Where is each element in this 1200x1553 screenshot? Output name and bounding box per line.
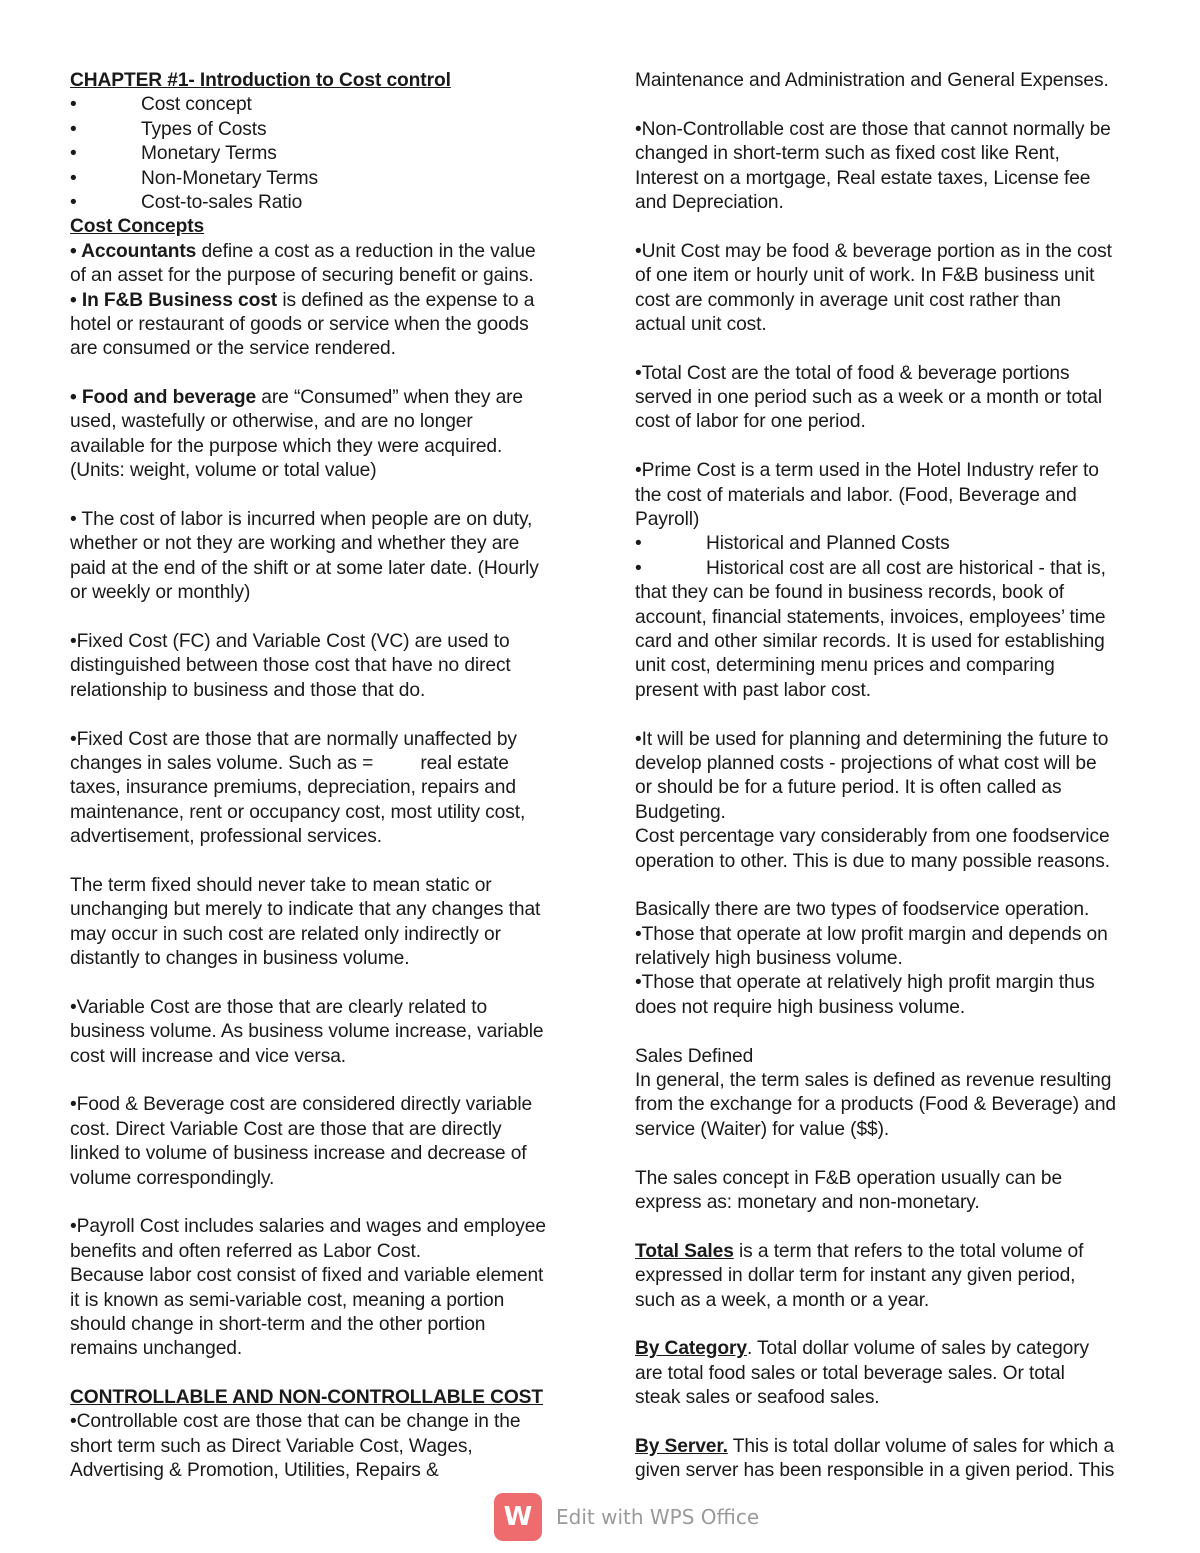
- paragraph-line: •Non-Controllable cost are those that cannot normally be: [635, 118, 1111, 140]
- toc-item: • Monetary Terms: [70, 143, 277, 165]
- paragraph-line: and Depreciation.: [635, 191, 784, 213]
- paragraph-line: taxes, insurance premiums, depreciation, repairs and: [70, 777, 516, 799]
- paragraph-line: actual unit cost.: [635, 313, 767, 335]
- paragraph-line: •It will be used for planning and determining the future to: [635, 728, 1109, 750]
- toc-item: • Types of Costs: [70, 118, 267, 140]
- paragraph-line: Budgeting.: [635, 801, 726, 823]
- controllable-heading: CONTROLLABLE AND NON-CONTROLLABLE COST: [70, 1387, 544, 1409]
- paragraph-line: cost are commonly in average unit cost rather than: [635, 289, 1061, 311]
- sales-defined-heading: Sales Defined: [635, 1045, 754, 1067]
- paragraph-line: available for the purpose which they were acquired.: [70, 435, 503, 457]
- history-bullet: • Historical cost are all cost are historical - that is,: [635, 557, 1106, 579]
- paragraph-line: cost of labor for one period.: [635, 411, 866, 433]
- paragraph-line: distantly to changes in business volume.: [70, 948, 410, 970]
- paragraph-line: such as a week, a month or a year.: [635, 1289, 930, 1311]
- chapter-title: CHAPTER #1- Introduction to Cost control: [70, 70, 451, 91]
- paragraph-line: express as: monetary and non-monetary.: [635, 1191, 980, 1213]
- paragraph-line: •Prime Cost is a term used in the Hotel Industry refer to: [635, 460, 1099, 482]
- paragraph-line: •Fixed Cost (FC) and Variable Cost (VC) are used to: [70, 630, 510, 652]
- fb-business-line: • In F&B Business cost is defined as the expense to a: [70, 289, 535, 311]
- paragraph-line: Cost percentage vary considerably from one foodservice: [635, 826, 1110, 848]
- cost-concepts-heading: Cost Concepts: [70, 216, 205, 238]
- paragraph-line: Maintenance and Administration and General Expenses.: [635, 70, 1109, 91]
- paragraph-line: from the exchange for a products (Food & Beverage) and: [635, 1094, 1116, 1116]
- paragraph-line: Interest on a mortgage, Real estate taxes, License fee: [635, 167, 1091, 189]
- paragraph-line: should change in short-term and the other portion: [70, 1313, 486, 1335]
- paragraph-line: •Those that operate at relatively high profit margin thus: [635, 972, 1095, 994]
- paragraph-line: relationship to business and those that do.: [70, 679, 426, 701]
- paragraph-line: present with past labor cost.: [635, 679, 871, 701]
- paragraph-line: •Those that operate at low profit margin and depends on: [635, 923, 1108, 945]
- toc-item: • Cost-to-sales Ratio: [70, 191, 303, 213]
- paragraph-line: Basically there are two types of foodservice operation.: [635, 899, 1090, 921]
- paragraph-line: used, wastefully or otherwise, and are no longer: [70, 411, 473, 433]
- paragraph-line: cost will increase and vice versa.: [70, 1045, 346, 1067]
- paragraph-line: operation to other. This is due to many possible reasons.: [635, 850, 1110, 872]
- paragraph-line: advertisement, professional services.: [70, 826, 382, 848]
- paragraph-line: given server has been responsible in a given period. This: [635, 1460, 1115, 1482]
- paragraph-line: or should be for a future period. It is often called as: [635, 777, 1062, 799]
- total-sales-line: Total Sales is a term that refers to the total volume of: [635, 1240, 1084, 1262]
- paragraph-line: unit cost, determining menu prices and comparing: [635, 655, 1055, 677]
- paragraph-line: relatively high business volume.: [635, 948, 903, 970]
- paragraph-line: may occur in such cost are related only indirectly or: [70, 923, 501, 945]
- right-column: [635, 69, 1135, 1484]
- wps-logo-icon[interactable]: W: [494, 1493, 542, 1541]
- paragraph-line: changed in short-term such as fixed cost like Rent,: [635, 143, 1060, 165]
- paragraph-line: develop planned costs - projections of what cost will be: [635, 752, 1097, 774]
- paragraph-line: whether or not they are working and whether they are: [70, 533, 520, 555]
- toc-item: • Non-Monetary Terms: [70, 167, 318, 189]
- paragraph-line: business volume. As business volume increase, variable: [70, 1021, 544, 1043]
- paragraph-line: it is known as semi-variable cost, meaning a portion: [70, 1289, 505, 1311]
- paragraph-line: cost. Direct Variable Cost are those that are directly: [70, 1118, 502, 1140]
- paragraph-line: distinguished between those cost that have no direct: [70, 655, 511, 677]
- paragraph-line: hotel or restaurant of goods or service when the goods: [70, 313, 529, 335]
- paragraph-line: short term such as Direct Variable Cost, Wages,: [70, 1435, 473, 1457]
- paragraph-line: Because labor cost consist of fixed and variable element: [70, 1265, 544, 1287]
- paragraph-line: expressed in dollar term for instant any given period,: [635, 1265, 1076, 1287]
- paragraph-line: served in one period such as a week or a month or total: [635, 387, 1102, 409]
- paragraph-line: •Food & Beverage cost are considered directly variable: [70, 1094, 533, 1116]
- paragraph-line: benefits and often referred as Labor Cost.: [70, 1240, 421, 1262]
- paragraph-line: •Fixed Cost are those that are normally unaffected by: [70, 728, 517, 750]
- paragraph-line: unchanging but merely to indicate that any changes that: [70, 899, 541, 921]
- paragraph-line: remains unchanged.: [70, 1338, 243, 1360]
- paragraph-line: In general, the term sales is defined as revenue resulting: [635, 1070, 1112, 1092]
- wps-edit-label[interactable]: Edit with WPS Office: [556, 1505, 760, 1529]
- paragraph-line: •Variable Cost are those that are clearly related to: [70, 996, 488, 1018]
- wps-footer[interactable]: [494, 1493, 759, 1541]
- toc-item: • Cost concept: [70, 94, 252, 116]
- paragraph-line: linked to volume of business increase and decrease of: [70, 1143, 527, 1165]
- paragraph-line: account, financial statements, invoices, employees’ time: [635, 606, 1106, 628]
- paragraph-line: (Units: weight, volume or total value): [70, 460, 377, 482]
- paragraph-line: The term fixed should never take to mean static or: [70, 874, 492, 896]
- paragraph-line: card and other similar records. It is used for establishing: [635, 630, 1105, 652]
- paragraph-line: does not require high business volume.: [635, 996, 966, 1018]
- paragraph-line: volume correspondingly.: [70, 1167, 275, 1189]
- paragraph-line: The sales concept in F&B operation usually can be: [635, 1167, 1063, 1189]
- paragraph-line: of one item or hourly unit of work. In F&B business unit: [635, 265, 1095, 287]
- paragraph-line: Payroll): [635, 509, 700, 531]
- paragraph-line: or weekly or monthly): [70, 582, 251, 604]
- paragraph-line: are consumed or the service rendered.: [70, 338, 396, 360]
- paragraph-line: •Controllable cost are those that can be change in the: [70, 1411, 521, 1433]
- history-bullet: • Historical and Planned Costs: [635, 533, 950, 555]
- paragraph-line: of an asset for the purpose of securing benefit or gains.: [70, 265, 534, 287]
- paragraph-line: Advertising & Promotion, Utilities, Repairs &: [70, 1460, 439, 1482]
- paragraph-line: changes in sales volume. Such as = real estate: [70, 752, 509, 774]
- paragraph-line: steak sales or seafood sales.: [635, 1387, 880, 1409]
- paragraph-line: are total food sales or total beverage sales. Or total: [635, 1362, 1065, 1384]
- by-server-line: By Server. This is total dollar volume of sales for which a: [635, 1435, 1115, 1457]
- paragraph-line: paid at the end of the shift or at some later date. (Hourly: [70, 557, 539, 579]
- paragraph-line: service (Waiter) for value ($$).: [635, 1118, 890, 1140]
- left-column: [70, 69, 570, 1484]
- paragraph-line: •Unit Cost may be food & beverage portion as in the cost: [635, 240, 1112, 262]
- paragraph-line: that they can be found in business records, book of: [635, 582, 1065, 604]
- paragraph-line: maintenance, rent or occupancy cost, most utility cost,: [70, 801, 526, 823]
- paragraph-line: •Total Cost are the total of food & beverage portions: [635, 362, 1070, 384]
- accountants-line: • Accountants define a cost as a reduction in the value: [70, 240, 536, 262]
- food-beverage-line: • Food and beverage are “Consumed” when they are: [70, 387, 524, 409]
- paragraph-line: • The cost of labor is incurred when people are on duty,: [70, 509, 533, 531]
- paragraph-line: •Payroll Cost includes salaries and wages and employee: [70, 1216, 546, 1238]
- paragraph-line: the cost of materials and labor. (Food, Beverage and: [635, 484, 1077, 506]
- by-category-line: By Category. Total dollar volume of sales by category: [635, 1338, 1090, 1360]
